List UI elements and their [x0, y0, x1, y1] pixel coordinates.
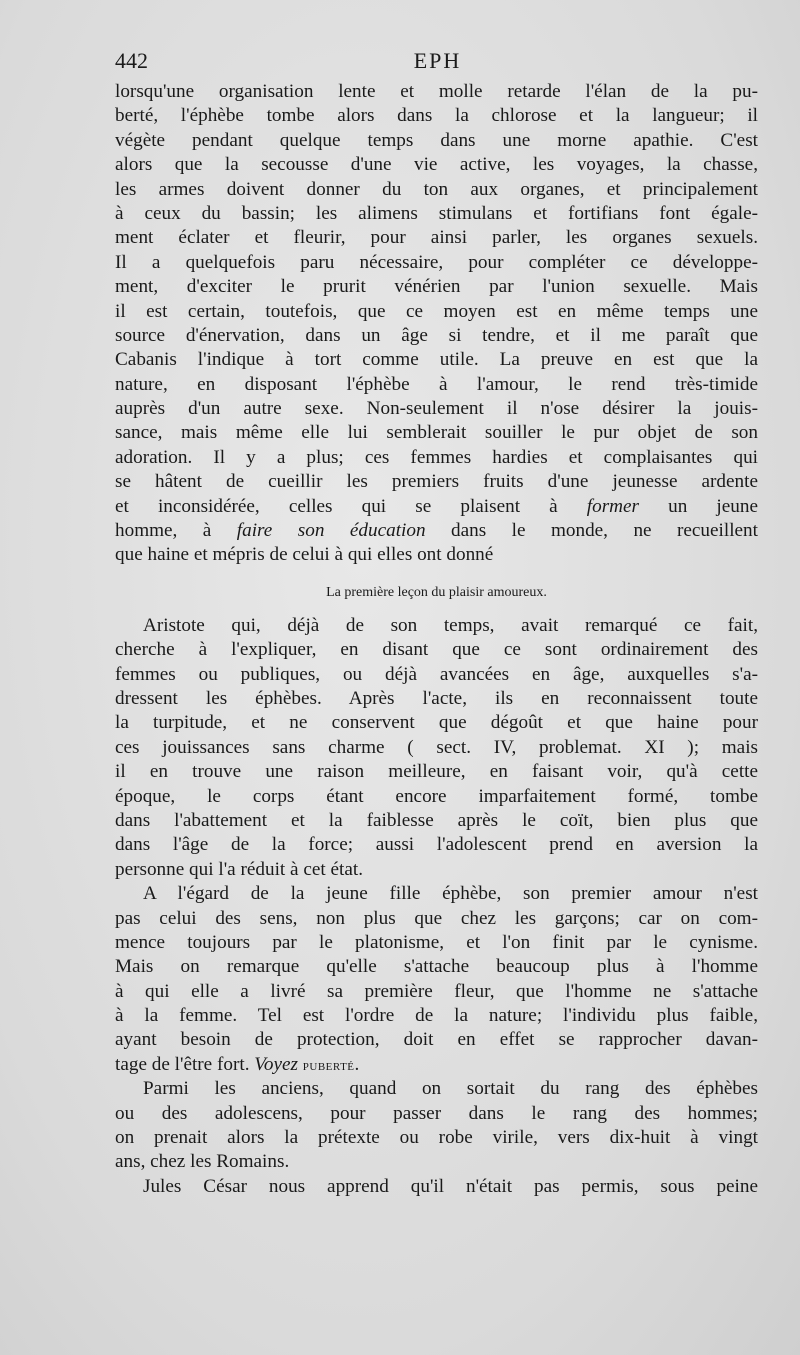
text-line: végète pendant quelque temps dans une morne apathie. C'est [115, 129, 758, 151]
text-run: . [354, 1053, 360, 1075]
text-line: à la femme. Tel est l'ordre de la nature; l'individu plus faible, [115, 1005, 758, 1027]
text-line: ment éclater et fleurir, pour ainsi parler, les organes sexuels. [115, 227, 758, 249]
text-line: pas celui des sens, non plus que chez les garçons; car on com- [115, 907, 758, 929]
text-line: sance, mais même elle lui semblerait souiller le pur objet de son [115, 422, 758, 444]
text-line: ans, chez les Romains. [115, 1151, 290, 1173]
page-header [115, 48, 760, 78]
quote-line: La première leçon du plaisir amoureux. [326, 584, 547, 600]
text-line: A l'égard de la jeune fille éphèbe, son premier amour n'est [143, 883, 758, 905]
text-run: et inconsidérée, celles qui se plaisent à [115, 495, 587, 517]
text-line: époque, le corps étant encore imparfaitement formé, tombe [115, 785, 758, 807]
text-line: à qui elle a livré sa première fleur, que l'homme ne s'attache [115, 980, 758, 1002]
text-line: cherche à l'expliquer, en disant que ce sont ordinairement des [115, 639, 758, 661]
italic-phrase: faire son éducation [236, 520, 426, 542]
page-number: 442 [115, 48, 148, 73]
page-body [115, 80, 758, 1199]
text-line: que haine et mépris de celui à qui elles ont donné [115, 544, 494, 566]
text-run: homme, à [115, 520, 237, 542]
text-line: alors que la secousse d'une vie active, les voyages, la chasse, [115, 154, 758, 176]
text-line: source d'énervation, dans un âge si tendre, et il me paraît que [115, 324, 758, 346]
text-line: il est certain, toutefois, que ce moyen est en même temps une [115, 300, 758, 322]
text-line: se hâtent de cueillir les premiers fruits d'une jeunesse ardente [115, 471, 758, 493]
italic-word: former [586, 495, 640, 517]
text-line [115, 495, 758, 519]
italic-word: Voyez [254, 1053, 298, 1075]
text-line: Il a quelquefois paru nécessaire, pour compléter ce développe- [115, 251, 758, 273]
text-run: dans le monde, ne recueillent [425, 520, 758, 542]
text-line: dressent les éphèbes. Après l'acte, ils en reconnaissent toute [115, 687, 758, 709]
text-line: mence toujours par le platonisme, et l'on finit par le cynisme. [115, 931, 758, 953]
text-line: Mais on remarque qu'elle s'attache beaucoup plus à l'homme [115, 956, 758, 978]
text-line: ment, d'exciter le prurit vénérien par l'union sexuelle. Mais [115, 276, 758, 298]
text-line: on prenait alors la prétexte ou robe virile, vers dix-huit à vingt [115, 1127, 758, 1149]
text-line: Aristote qui, déjà de son temps, avait remarqué ce fait, [143, 614, 758, 636]
text-line: ayant besoin de protection, doit en effet se rapprocher davan- [115, 1029, 758, 1051]
text-run: un jeune [639, 495, 758, 517]
text-line: berté, l'éphèbe tombe alors dans la chlorose et la langueur; il [115, 105, 758, 127]
paragraph-3 [115, 882, 758, 1077]
text-line: dans l'abattement et la faiblesse après le coït, bien plus que [115, 809, 758, 831]
text-line [115, 1053, 758, 1077]
text-line: dans l'âge de la force; aussi l'adolescent prend en aversion la [115, 834, 758, 856]
text-line: la turpitude, et ne conservent que dégoût et que haine pour [115, 712, 758, 734]
text-line: personne qui l'a réduit à cet état. [115, 858, 363, 880]
paragraph-4 [115, 1077, 758, 1175]
text-run: tage de l'être fort. [115, 1053, 255, 1075]
text-line: lorsqu'une organisation lente et molle retarde l'élan de la pu- [115, 81, 758, 102]
paragraph-1 [115, 80, 758, 568]
text-line: à ceux du bassin; les alimens stimulans et fortifians font égale- [115, 202, 758, 224]
text-line: Jules César nous apprend qu'il n'était pas permis, sous peine [143, 1175, 758, 1197]
text-line: auprès d'un autre sexe. Non-seulement il n'ose désirer la jouis- [115, 398, 758, 420]
text-line: il en trouve une raison meilleure, en faisant voir, qu'à cette [115, 761, 758, 783]
text-line: nature, en disposant l'éphèbe à l'amour, le rend très-timide [115, 373, 758, 395]
text-line: ces jouissances sans charme ( sect. IV, problemat. XI ); mais [115, 736, 758, 758]
text-line [115, 519, 758, 543]
running-title: EPH [413, 48, 462, 73]
cross-reference: puberté [302, 1057, 355, 1074]
text-line: Cabanis l'indique à tort comme utile. La preuve en est que la [115, 349, 758, 371]
paragraph-5 [115, 1175, 758, 1199]
text-line: Parmi les anciens, quand on sortait du rang des éphèbes [143, 1078, 758, 1100]
paragraph-2 [115, 614, 758, 882]
text-line: les armes doivent donner du ton aux organes, et principalement [115, 178, 758, 200]
text-line: femmes ou publiques, ou déjà avancées en âge, auxquelles s'a- [115, 663, 758, 685]
text-line: ou des adolescens, pour passer dans le rang des hommes; [115, 1102, 758, 1124]
text-line: adoration. Il y a plus; ces femmes hardies et complaisantes qui [115, 446, 758, 468]
